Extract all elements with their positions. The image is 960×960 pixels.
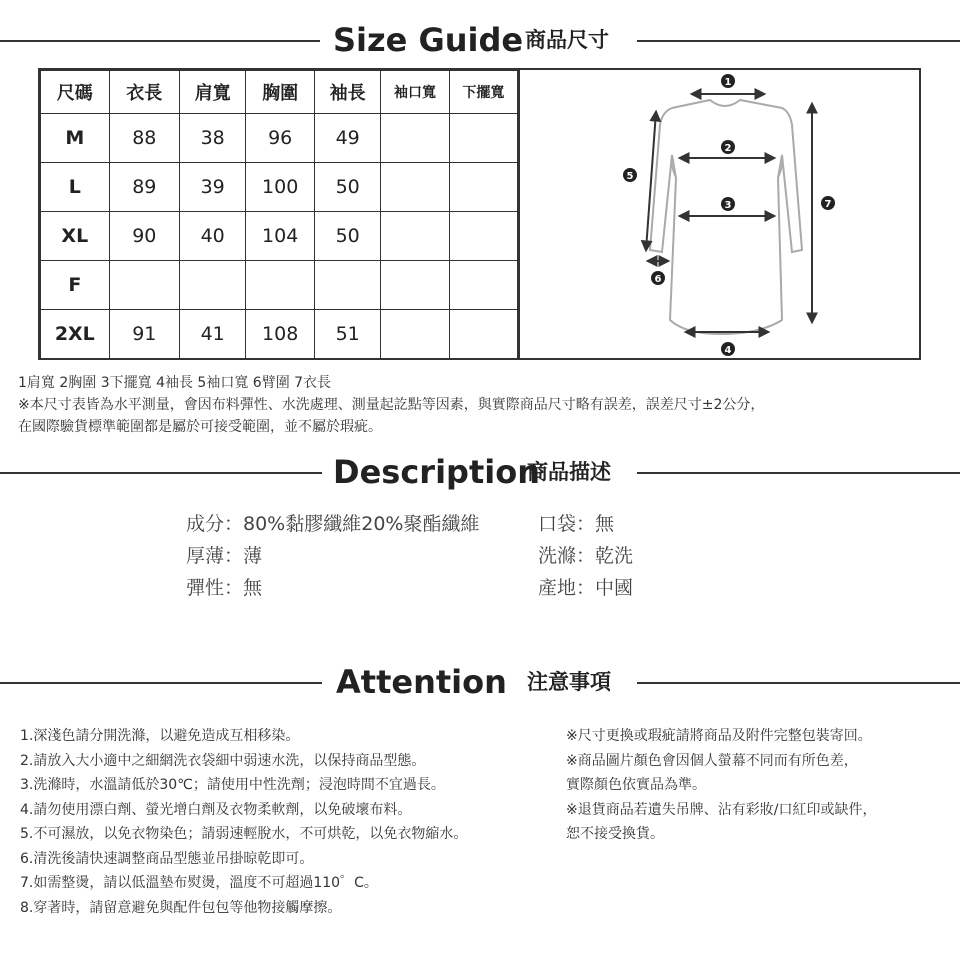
- care-instructions: [20, 724, 467, 920]
- size-cell: 2XL: [41, 310, 110, 359]
- size-cell: F: [41, 261, 110, 310]
- table-cell: 108: [246, 310, 315, 359]
- table-cell: 90: [109, 212, 179, 261]
- table-cell: 88: [109, 114, 179, 163]
- table-cell: [449, 310, 517, 359]
- table-cell: [381, 114, 449, 163]
- attention-title: Attention: [336, 663, 507, 701]
- table-cell: [381, 310, 449, 359]
- table-cell: 96: [246, 114, 315, 163]
- policy-item: ※退貨商品若遺失吊牌、沾有彩妝/口紅印或缺件，: [566, 801, 877, 818]
- svg-text:5: 5: [626, 171, 634, 182]
- table-cell: [381, 212, 449, 261]
- size-guide-title-zh: 商品尺寸: [525, 28, 609, 52]
- column-header: 衣長: [109, 71, 179, 114]
- care-item: 4.請勿使用漂白劑、螢光增白劑及衣物柔軟劑，以免破壞布料。: [20, 801, 412, 818]
- table-cell: [179, 261, 245, 310]
- desc-washing: 洗滌：乾洗: [538, 545, 634, 567]
- note-line: 在國際驗貨標準範圍都是屬於可接受範圍，並不屬於瑕疵。: [18, 419, 382, 435]
- policy-item: ※商品圖片顏色會因個人螢幕不同而有所色差，: [566, 752, 858, 769]
- table-row: [41, 114, 518, 163]
- svg-text:7: 7: [824, 199, 832, 210]
- column-header: 袖長: [314, 71, 380, 114]
- table-cell: 51: [314, 310, 380, 359]
- table-cell: [314, 261, 380, 310]
- table-cell: [381, 163, 449, 212]
- care-item: 5.不可濕放，以免衣物染色；請弱速輕脫水，不可烘乾，以免衣物縮水。: [20, 826, 468, 842]
- desc-pocket: 口袋：無: [538, 513, 615, 535]
- desc-origin: 產地：中國: [538, 577, 634, 599]
- return-policy: [566, 724, 876, 847]
- marker-7: [821, 196, 835, 210]
- marker-4: [721, 342, 735, 356]
- policy-item: ※尺寸更換或瑕疵請將商品及附件完整包裝寄回。: [566, 728, 872, 744]
- table-cell: 38: [179, 114, 245, 163]
- marker-3: [721, 197, 735, 211]
- column-header: 下擺寬: [449, 71, 517, 114]
- marker-1: [721, 74, 735, 88]
- desc-thickness: 厚薄：薄: [186, 545, 263, 567]
- size-cell: M: [41, 114, 110, 163]
- svg-text:2: 2: [724, 143, 732, 154]
- table-cell: [246, 261, 315, 310]
- table-cell: [109, 261, 179, 310]
- size-guide-title: Size Guide: [333, 21, 524, 59]
- svg-text:4: 4: [724, 345, 732, 356]
- table-cell: [449, 212, 517, 261]
- table-row: [41, 163, 518, 212]
- table-cell: 50: [314, 163, 380, 212]
- policy-item: 實際顏色依實品為準。: [566, 777, 706, 793]
- table-cell: 40: [179, 212, 245, 261]
- care-item: 8.穿著時，請留意避免與配件包包等他物接觸摩擦。: [20, 899, 342, 916]
- marker-2: [721, 140, 735, 154]
- desc-material: 成分：80%黏膠纖維20%聚酯纖維: [186, 513, 480, 535]
- care-item: 6.清洗後請快速調整商品型態並吊掛晾乾即可。: [20, 850, 314, 867]
- marker-6: [651, 271, 665, 285]
- description-title-zh: 商品描述: [527, 460, 611, 484]
- table-header-row: [41, 71, 518, 114]
- marker-5: [623, 168, 637, 182]
- svg-text:1: 1: [724, 77, 732, 88]
- attention-header: [0, 662, 960, 702]
- care-item: 7.如需整燙，請以低溫墊布熨燙，溫度不可超過110゜C。: [20, 875, 378, 891]
- table-cell: [381, 261, 449, 310]
- size-chart: [38, 68, 921, 360]
- table-cell: 91: [109, 310, 179, 359]
- attention-title-zh: 注意事項: [527, 670, 611, 694]
- table-row: [41, 310, 518, 359]
- table-cell: 100: [246, 163, 315, 212]
- size-cell: XL: [41, 212, 110, 261]
- column-header: 尺碼: [41, 71, 110, 114]
- svg-text:6: 6: [654, 274, 662, 285]
- table-cell: 49: [314, 114, 380, 163]
- divider: [637, 40, 960, 42]
- care-item: 2.請放入大小適中之細網洗衣袋細中弱速水洗，以保持商品型態。: [20, 752, 426, 769]
- policy-item: 恕不接受換貨。: [566, 826, 664, 842]
- column-header: 袖口寬: [381, 71, 449, 114]
- column-header: 肩寬: [179, 71, 245, 114]
- table-cell: 104: [246, 212, 315, 261]
- care-item: 1.深淺色請分開洗滌，以避免造成互相移染。: [20, 728, 300, 744]
- note-line: 1肩寬 2胸圍 3下擺寬 4袖長 5袖口寬 6臂圍 7衣長: [18, 375, 332, 391]
- description-title: Description: [333, 453, 540, 491]
- svg-text:3: 3: [724, 200, 732, 211]
- size-notes: [18, 372, 948, 438]
- divider: [0, 682, 322, 684]
- desc-elasticity: 彈性：無: [186, 577, 263, 599]
- note-line: ※本尺寸表皆為水平測量，會因布料彈性、水洗處理、測量起訖點等因素，與實際商品尺寸略有誤差，誤差尺寸±2公分，: [18, 397, 765, 413]
- table-cell: 39: [179, 163, 245, 212]
- size-table: [40, 70, 518, 359]
- divider: [0, 40, 320, 42]
- dress-measurement-diagram: [520, 70, 921, 358]
- description-header: [0, 452, 960, 492]
- size-cell: L: [41, 163, 110, 212]
- size-guide-header: [0, 20, 960, 60]
- divider: [0, 472, 322, 474]
- table-row: [41, 212, 518, 261]
- care-item: 3.洗滌時，水溫請低於30℃；請使用中性洗劑；浸泡時間不宜過長。: [20, 777, 445, 793]
- table-cell: [449, 114, 517, 163]
- table-cell: 41: [179, 310, 245, 359]
- table-cell: 89: [109, 163, 179, 212]
- table-row: [41, 261, 518, 310]
- table-cell: [449, 163, 517, 212]
- divider: [637, 472, 960, 474]
- table-cell: 50: [314, 212, 380, 261]
- table-cell: [449, 261, 517, 310]
- divider: [637, 682, 960, 684]
- garment-diagram: [518, 70, 921, 358]
- column-header: 胸圍: [246, 71, 315, 114]
